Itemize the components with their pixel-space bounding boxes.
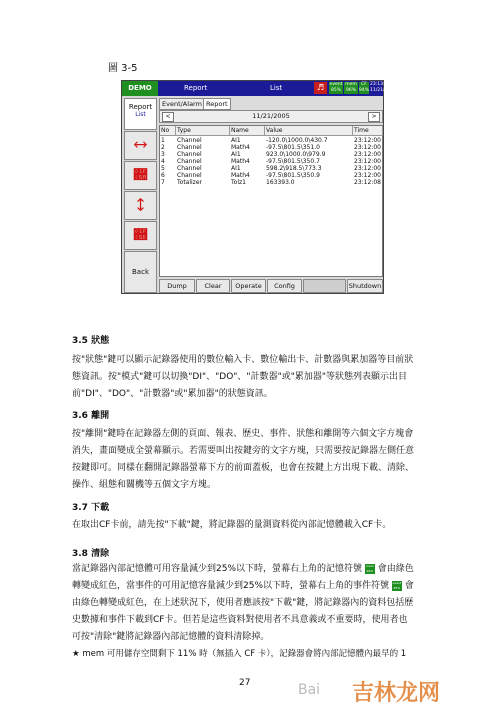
- section-3-8-line-5: 可按"清除"鍵將記錄器內部記憶體的資料清除掉。: [72, 632, 270, 642]
- cell-no: 5: [161, 165, 165, 172]
- event-value: 85%: [330, 88, 341, 93]
- section-3-6-line-1: 按"離開"鍵時在記錄器左側的頁面、報表、歷史、事件、狀態和離開等六個文字方塊會: [72, 429, 414, 439]
- page-number: 27: [239, 678, 251, 688]
- section-3-8-line-1: [72, 561, 414, 578]
- demo-label: DEMO: [122, 81, 158, 96]
- report-list-button[interactable]: [124, 98, 157, 130]
- cell-type: Channel: [177, 172, 202, 179]
- shutdown-button[interactable]: Shutdown: [347, 279, 383, 293]
- operate-button[interactable]: Operate: [231, 279, 266, 293]
- clock-date: 11/21/05: [370, 88, 391, 93]
- table-row[interactable]: [160, 172, 382, 179]
- report-label: Report: [128, 103, 153, 111]
- cell-name: AI1: [231, 137, 241, 144]
- section-3-8-note: ★ mem 可用儲存空間剩下 11% 時（無插入 CF 卡），記錄器會將內部記憶體內最早的 1: [72, 649, 407, 659]
- cell-time: 23:12:00: [354, 151, 381, 158]
- col-type: Type: [176, 126, 230, 136]
- section-3-6-line-2: 消失，畫面變成全螢幕顯示。若需要叫出按鍵旁的文字方塊，只需要按記錄器左側任意: [72, 446, 415, 456]
- cell-value: 163393.0: [266, 179, 295, 186]
- mem-badge-icon: [365, 564, 375, 574]
- col-no: No: [160, 126, 176, 136]
- section-3-8-line-3: 由綠色轉變成紅色，在上述狀況下，使用者應該按"下載"鍵，將記錄器內的資料包括歷: [72, 598, 414, 608]
- cell-type: Channel: [177, 165, 202, 172]
- cell-type: Totalizer: [177, 179, 202, 186]
- up-arrow-button[interactable]: [124, 191, 157, 220]
- section-3-8-line-2: [72, 578, 414, 595]
- screen-title: Report: [184, 84, 208, 92]
- table-row[interactable]: [160, 179, 382, 186]
- line-1-tail: 會由綠色: [377, 564, 414, 574]
- recorder-screenshot: [121, 80, 391, 294]
- date-display: 11/21/2005: [252, 112, 290, 120]
- cell-name: Math4: [231, 144, 250, 151]
- cell-type: Channel: [177, 158, 202, 165]
- cell-name: AI1: [231, 151, 241, 158]
- section-3-6-line-3: 按鍵即可。同樣在翻開記錄器螢幕下方的前面蓋板，也會在按鍵上方出現下載、清除、: [72, 463, 415, 473]
- watermark-small: Bai: [298, 682, 321, 698]
- table-row[interactable]: [160, 144, 382, 151]
- cell-value: -97.5\801.5\350.9: [266, 172, 320, 179]
- line-1-text: 當記錄器內部記憶體可用容量減少到25%以下時，螢幕右上角的記憶符號: [72, 564, 363, 574]
- cf-status: [359, 82, 369, 94]
- cell-value: -97.5\801.5\351.0: [266, 144, 320, 151]
- tab-event-alarm[interactable]: Event/Alarm: [159, 98, 205, 110]
- prev-date-button[interactable]: <: [162, 112, 174, 122]
- list-label: List: [135, 111, 146, 118]
- cell-type: Channel: [177, 137, 202, 144]
- cell-no: 2: [161, 144, 165, 151]
- cell-name: Math4: [231, 158, 250, 165]
- right-arrow-button[interactable]: [124, 161, 157, 190]
- cell-no: 6: [161, 172, 165, 179]
- bottom-toolbar: [159, 279, 383, 293]
- section-3-5-line-3: 前"DI"、"DO"、"計數器"或"累加器"的狀態資訊。: [72, 389, 273, 399]
- arrow-down-icon: 🡛: [134, 228, 147, 243]
- cell-no: 3: [161, 151, 165, 158]
- table-row[interactable]: [160, 165, 382, 172]
- table-row[interactable]: [160, 158, 382, 165]
- cell-value: -120.0\1000.0\430.7: [266, 137, 328, 144]
- figure-label: 圖 3-5: [108, 63, 138, 74]
- sidebar: [122, 96, 158, 293]
- section-3-6-heading: 3.6 離開: [72, 411, 110, 421]
- watermark: 吉林龙网: [352, 681, 441, 706]
- arrow-right-icon: 🡚: [134, 168, 147, 183]
- empty-slot: [303, 279, 346, 293]
- mem-label: mem: [345, 82, 357, 87]
- screen-subtitle: List: [270, 84, 283, 92]
- cell-type: Channel: [177, 144, 202, 151]
- clock-time: 23:13:45: [370, 82, 391, 87]
- event-badge-value: 85%: [393, 585, 401, 590]
- col-value: Value: [265, 126, 353, 136]
- section-3-5-heading: 3.5 狀態: [72, 336, 110, 346]
- mem-badge-value: 96%: [366, 568, 374, 573]
- line-2-tail: 會: [404, 581, 414, 591]
- table-row[interactable]: [160, 137, 382, 144]
- col-name: Name: [230, 126, 265, 136]
- section-3-6-line-4: 操作、組態和關機等五個文字方塊。: [72, 480, 217, 490]
- cell-time: 23:12:00: [354, 137, 381, 144]
- section-3-5-line-1: 按"狀態"鍵可以顯示記錄器使用的數位輸入卡、數位輸出卡、計數器與累加器等目前狀: [72, 355, 414, 365]
- cell-value: -97.5\801.5\350.7: [266, 158, 320, 165]
- section-3-8-heading: 3.8 清除: [72, 549, 110, 559]
- table-row[interactable]: [160, 151, 382, 158]
- mem-badge-label: mem: [366, 563, 374, 568]
- cell-value: 598.2\918.5\773.3: [266, 165, 322, 172]
- arrow-left-icon: 🡘: [133, 138, 148, 153]
- event-status: [329, 82, 343, 94]
- back-button[interactable]: Back: [124, 251, 157, 293]
- event-label: event: [329, 82, 343, 87]
- speaker-icon: ♬: [314, 82, 327, 94]
- cell-name: AI1: [231, 165, 241, 172]
- title-bar: [122, 81, 391, 96]
- line-2-text: 轉變成紅色，當事件的可用記憶容量減少到25%以下時，螢幕右上角的事件符號: [72, 581, 390, 591]
- cell-time: 23:12:08: [354, 179, 381, 186]
- section-3-7-heading: 3.7 下載: [72, 503, 110, 513]
- section-3-7-line-1: 在取出CF卡前，請先按"下載"鍵，將記錄器的量測資料從內部記憶體載入CF卡。: [72, 520, 392, 530]
- cell-time: 23:12:00: [354, 165, 381, 172]
- next-date-button[interactable]: >: [368, 112, 380, 122]
- cell-time: 23:12:00: [354, 172, 381, 179]
- event-badge-icon: [392, 581, 402, 591]
- cell-no: 1: [161, 137, 165, 144]
- cell-time: 23:12:00: [354, 158, 381, 165]
- tab-report[interactable]: Report: [203, 98, 231, 110]
- cell-name: Tolz1: [231, 179, 246, 186]
- mem-status: [344, 82, 358, 94]
- dump-button[interactable]: Dump: [159, 279, 195, 293]
- clock: [370, 82, 391, 94]
- section-3-8-line-4: 史數據和事件下載到CF卡。但若是這些資料對使用者不具意義或不重要時，使用者也: [72, 615, 408, 625]
- left-arrow-button[interactable]: [124, 131, 157, 160]
- cf-value: 94%: [359, 88, 370, 93]
- cell-type: Channel: [177, 151, 202, 158]
- clear-button[interactable]: Clear: [196, 279, 230, 293]
- date-bar: [159, 110, 383, 123]
- cell-no: 4: [161, 158, 165, 165]
- cell-name: Math4: [231, 172, 250, 179]
- event-badge-label: event: [392, 580, 402, 585]
- arrow-up-icon: 🡙: [137, 198, 144, 213]
- down-arrow-button[interactable]: [124, 221, 157, 250]
- config-button[interactable]: Config: [267, 279, 302, 293]
- cell-value: 923.0\1000.0\979.9: [266, 151, 326, 158]
- report-table: [159, 125, 383, 277]
- mem-value: 96%: [345, 88, 356, 93]
- cf-label: CF: [361, 82, 367, 87]
- cell-time: 23:12:00: [354, 144, 381, 151]
- cell-no: 7: [161, 179, 165, 186]
- section-3-5-line-2: 態資訊。按"模式"鍵可以切換"DI"、"DO"、"計數器"或"累加器"等狀態列表顯示出目: [72, 372, 407, 382]
- col-time: Time: [353, 126, 383, 136]
